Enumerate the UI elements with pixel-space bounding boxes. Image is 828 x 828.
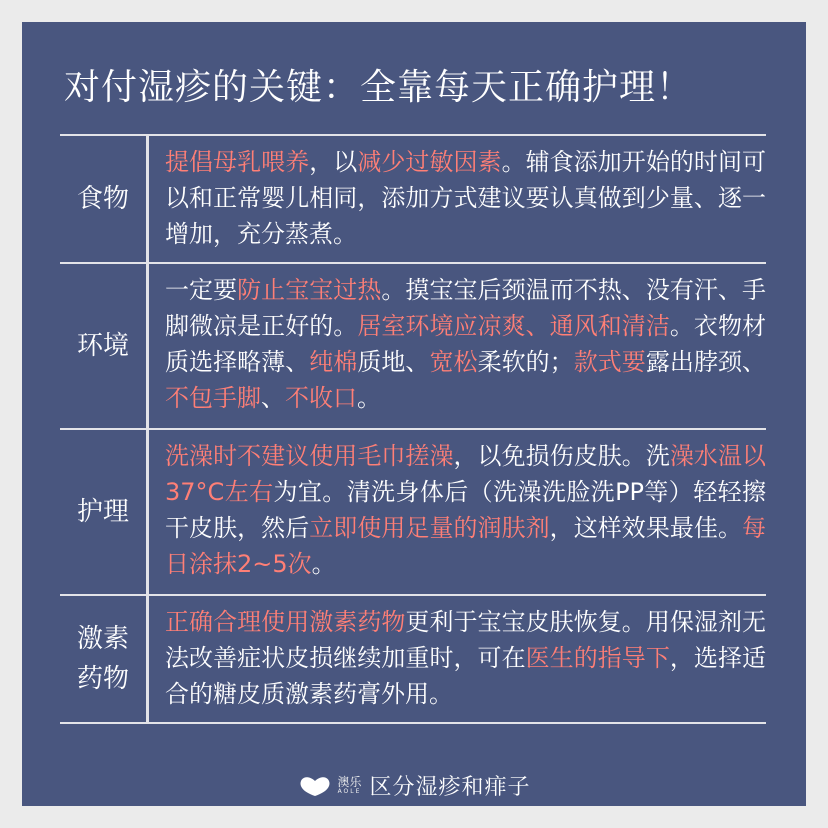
body-text: ，以: [309, 148, 358, 176]
highlight-text: 医生的指导下: [525, 644, 670, 672]
brand-logo: [297, 774, 361, 798]
highlight-text: 减少过敏因素: [357, 148, 502, 176]
row-content: [149, 136, 766, 262]
page-title: 对付湿疹的关键：全靠每天正确护理！: [64, 67, 694, 108]
highlight-text: 每日涂抹2~5次: [165, 514, 767, 578]
body-text: 为宜。清洗身体后（洗澡洗脸洗PP等）轻轻擦干皮肤，然后: [165, 478, 767, 542]
body-text: 。辅食添加开始的时间可以和正常婴儿相同，添加方式建议要认真做到少量、逐一增加，充分蒸煮。: [165, 148, 767, 248]
logo-main-text: 澳乐: [337, 774, 362, 789]
body-text: 一定要: [165, 276, 238, 304]
row-content: [149, 264, 766, 428]
highlight-text: 洗澡时不建议使用毛巾搓澡: [165, 442, 454, 470]
body-text: 更利于宝宝皮肤恢复。用保湿剂无法改善症状皮损继续加重时，可在: [165, 608, 767, 672]
highlight-text: 防止宝宝过热: [237, 276, 382, 304]
highlight-text: 宽松: [429, 348, 478, 376]
heart-cloud-icon: [297, 774, 333, 798]
table-row-environment: [60, 264, 766, 428]
row-label: 护理: [60, 430, 149, 594]
table-row-care: [60, 430, 766, 594]
body-text: 。衣物材质选择略薄、: [165, 312, 767, 376]
highlight-text: 正确合理使用激素药物: [165, 608, 406, 636]
highlight-text: 立即使用足量的润肤剂: [309, 514, 550, 542]
body-text: 柔软的；: [477, 348, 574, 376]
care-table: [60, 134, 766, 724]
row-label: 食物: [60, 136, 149, 262]
footer-caption: 区分湿疹和痱子: [369, 775, 531, 800]
footer: [22, 770, 806, 801]
row-label: 环境: [60, 264, 149, 428]
table-row-hormone-medicine: [60, 596, 766, 722]
body-text: ，这样效果最佳。: [549, 514, 743, 542]
logo-wordmark: [337, 776, 361, 796]
table-row-food: [60, 136, 766, 262]
body-text: 。: [311, 550, 336, 578]
highlight-text: 澡水温以37°C左右: [165, 442, 766, 506]
body-text: 。: [357, 384, 381, 412]
highlight-text: 款式要: [573, 348, 646, 376]
row-label: 激素 药物: [60, 596, 149, 722]
highlight-text: 不包手脚: [165, 384, 261, 412]
body-text: 。摸宝宝后颈温而不热、没有汗、手脚微凉是正好的。: [165, 276, 766, 340]
highlight-text: 提倡母乳喂养: [165, 148, 310, 176]
row-content: [149, 596, 766, 722]
body-text: 露出脖颈、: [645, 348, 767, 376]
body-text: ，以免损伤皮肤。洗: [453, 442, 670, 470]
card: [22, 22, 806, 806]
row-content: [149, 430, 766, 594]
divider: [60, 722, 766, 724]
highlight-text: 不收口: [285, 384, 357, 412]
body-text: 、: [261, 384, 285, 412]
logo-sub-text: AOLE: [337, 787, 362, 795]
body-text: 质地、: [357, 348, 430, 376]
body-text: ，选择适合的糖皮质激素药膏外用。: [165, 644, 766, 708]
highlight-text: 纯棉: [309, 348, 358, 376]
highlight-text: 居室环境应凉爽、通风和清洁: [357, 312, 670, 340]
